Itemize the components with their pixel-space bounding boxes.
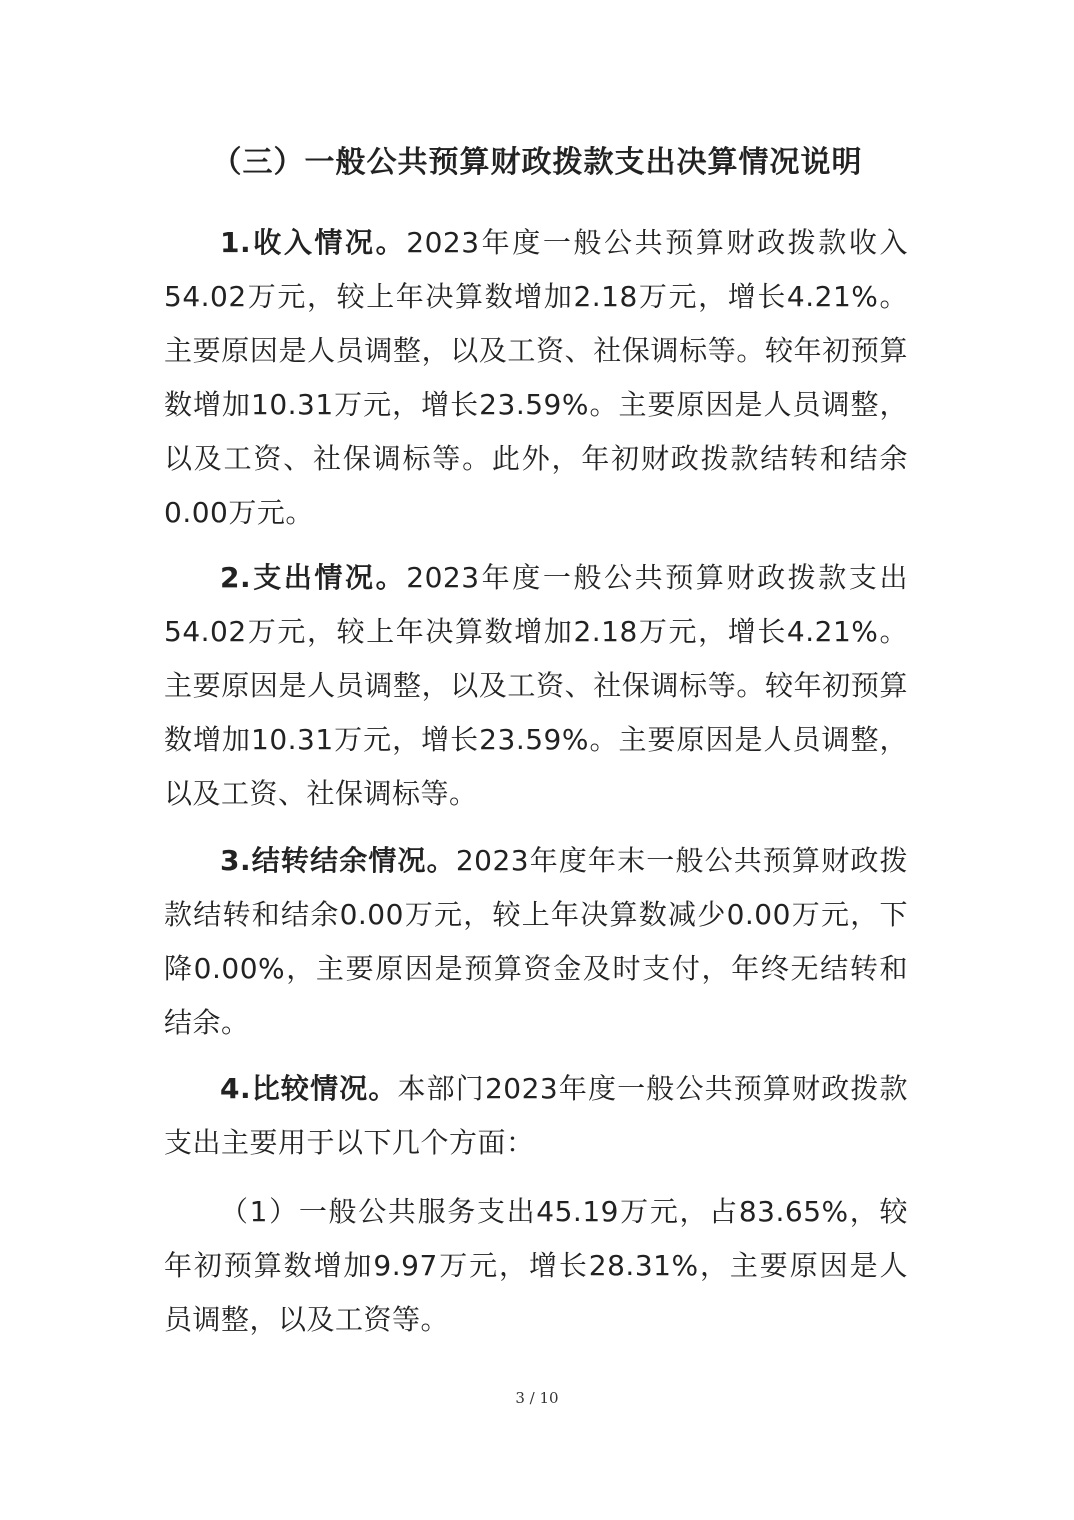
paragraph-comparison — [164, 1062, 908, 1170]
paragraph-lead: 3.结转结余情况。 — [220, 844, 456, 877]
paragraph-body: 2023年度年末一般公共预算财政拨款结转和结余0.00万元，较上年决算数减少0.00万元，下降0.00%，主要原因是预算资金及时支付，年终无结转和结余。 — [164, 844, 908, 1039]
paragraph-body: （1）一般公共服务支出45.19万元，占83.65%，较年初预算数增加9.97万元，增长28.31%，主要原因是人员调整，以及工资等。 — [164, 1195, 908, 1336]
paragraph-carryover — [164, 834, 908, 1050]
paragraph-income — [164, 216, 908, 540]
paragraph-body: 2023年度一般公共预算财政拨款收入54.02万元，较上年决算数增加2.18万元，增长4.21%。主要原因是人员调整，以及工资、社保调标等。较年初预算数增加10.31万元，增长23.59%。主要原因是人员调整，以及工资、社保调标等。此外，年初财政拨款结转和结余0.00万元。 — [164, 226, 909, 529]
paragraph-general-services — [164, 1185, 908, 1347]
page-number: 3 / 10 — [515, 1389, 559, 1407]
section-title: （三）一般公共预算财政拨款支出决算情况说明 — [211, 145, 863, 180]
paragraph-expenditure — [164, 551, 908, 821]
paragraph-lead: 4.比较情况。 — [220, 1072, 398, 1105]
paragraph-body: 本部门2023年度一般公共预算财政拨款支出主要用于以下几个方面： — [164, 1072, 908, 1159]
paragraph-lead: 1.收入情况。 — [220, 226, 407, 259]
paragraph-lead: 2.支出情况。 — [220, 561, 407, 594]
paragraph-body: 2023年度一般公共预算财政拨款支出54.02万元，较上年决算数增加2.18万元，增长4.21%。主要原因是人员调整，以及工资、社保调标等。较年初预算数增加10.31万元，增长23.59%。主要原因是人员调整，以及工资、社保调标等。 — [164, 561, 909, 810]
